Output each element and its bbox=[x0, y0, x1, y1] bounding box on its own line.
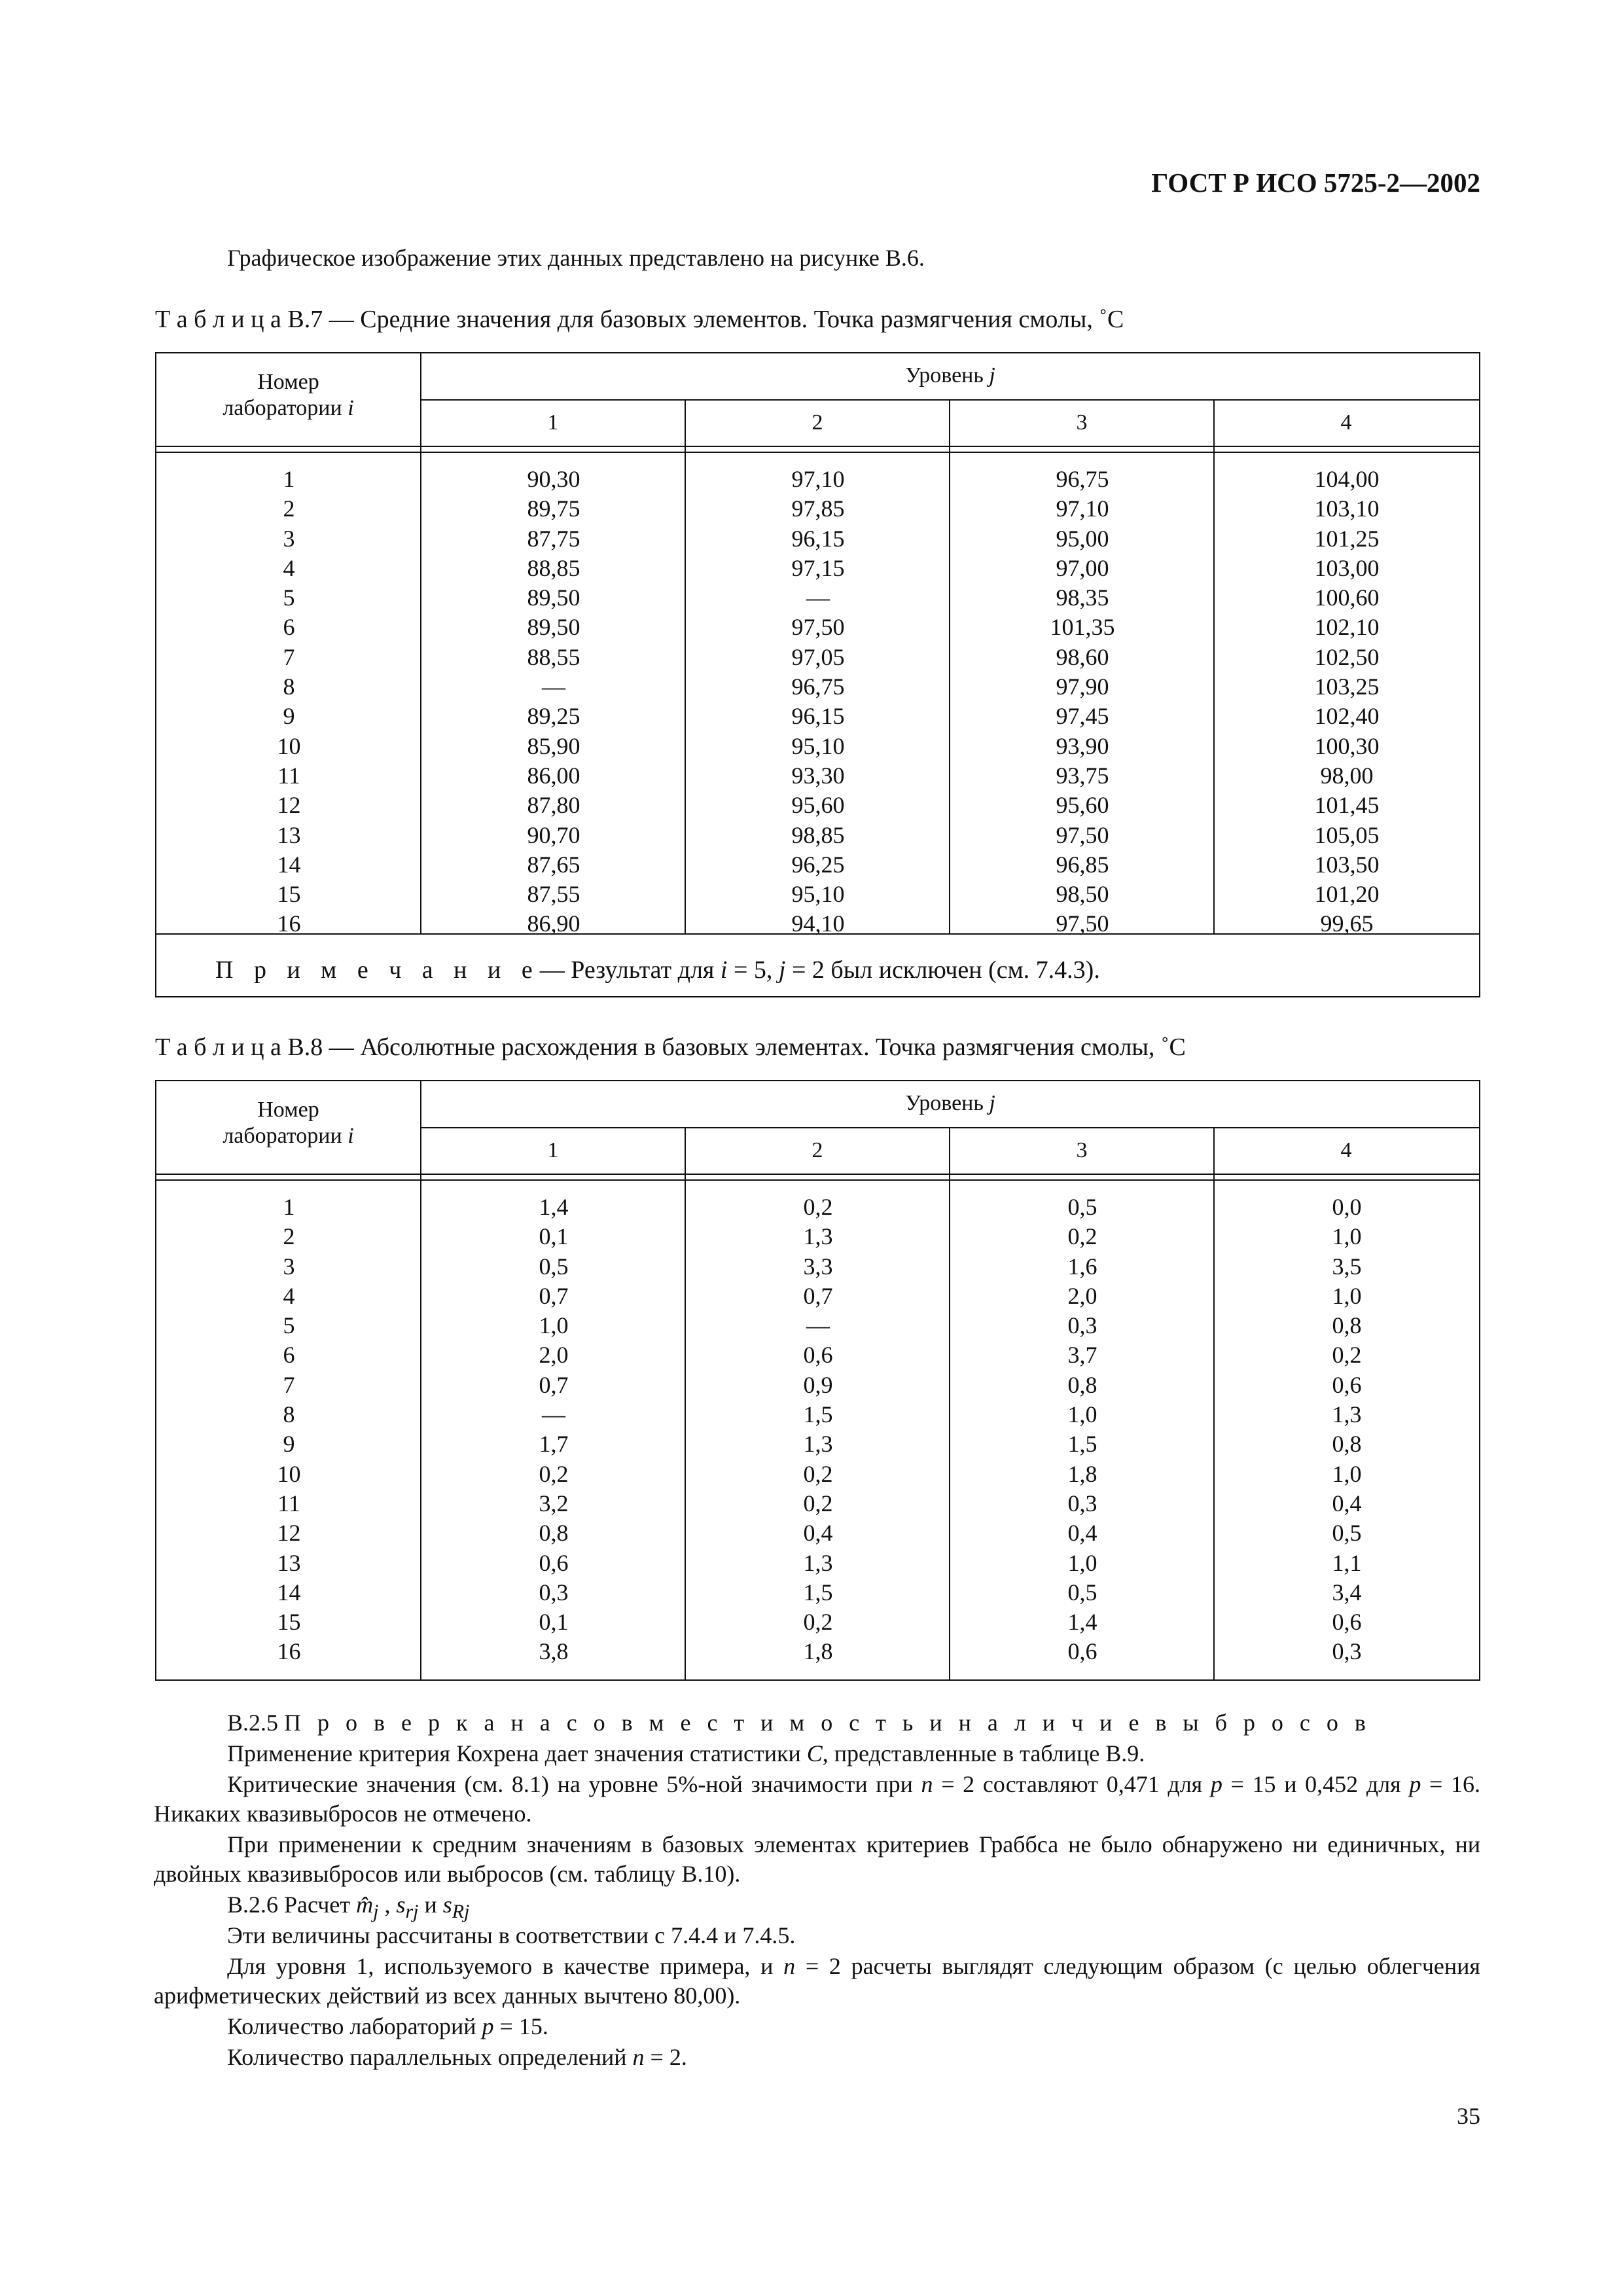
table-cell: 10 bbox=[277, 732, 301, 759]
table-cell: 99,65 bbox=[1320, 910, 1374, 937]
table-cell: 88,55 bbox=[527, 643, 580, 670]
table7-level-header: Уровень j bbox=[905, 363, 995, 387]
table-cell: 102,40 bbox=[1314, 703, 1380, 730]
table-cell: 4 bbox=[283, 554, 295, 581]
table-cell: 1,3 bbox=[803, 1431, 833, 1458]
table-cell: 96,15 bbox=[791, 703, 845, 730]
table-cell: 100,30 bbox=[1314, 732, 1380, 759]
table-cell: 1,4 bbox=[1067, 1609, 1097, 1636]
table-cell: 1,8 bbox=[803, 1638, 833, 1665]
table8-lab-column bbox=[156, 1193, 421, 1667]
table-cell: 13 bbox=[277, 1549, 301, 1576]
table7-divider bbox=[420, 399, 1480, 401]
table-cell: 0,3 bbox=[539, 1579, 569, 1605]
table-cell: 97,10 bbox=[1056, 495, 1109, 522]
table-cell: 1 bbox=[283, 466, 295, 492]
table8-level-col-header: 4 bbox=[1340, 1138, 1352, 1162]
table-cell: 97,50 bbox=[1056, 821, 1109, 848]
table7-caption bbox=[155, 305, 1124, 334]
table-cell: 14 bbox=[277, 851, 301, 878]
table8-caption-text: В.8 — Абсолютные расхождения в базовых элементах. Точка размягчения смолы, ˚С bbox=[287, 1033, 1186, 1061]
table-cell: 0,3 bbox=[1067, 1490, 1097, 1516]
table-cell: 2 bbox=[283, 1223, 295, 1250]
table7-note: П р и м е ч а н и е— Результат для i = 5, j = 2 был исключен (см. 7.4.3). bbox=[215, 956, 1100, 984]
table-cell: 95,60 bbox=[791, 792, 845, 819]
section-b25-paragraph-2: Критические значения (см. 8.1) на уровне 5%-ной значимости при n = 2 составляют 0,471 для p = 15 и 0,452 для p = 16. Никаких квазивыбросов не отмечено. bbox=[154, 1771, 1480, 1827]
table-cell: 1,5 bbox=[1067, 1431, 1097, 1458]
table-cell: 95,00 bbox=[1056, 525, 1109, 552]
table-cell: — bbox=[542, 1401, 565, 1428]
table-cell: 89,75 bbox=[527, 495, 580, 522]
table8-caption bbox=[155, 1033, 1186, 1062]
table-cell: 0,1 bbox=[539, 1609, 569, 1636]
table8-lab-header: Номер лаборатории i bbox=[223, 1098, 354, 1148]
table-cell: 0,9 bbox=[803, 1371, 833, 1398]
section-b25-paragraph-3: При применении к средним значениям в базовых элементах критериев Граббса не было обнаружено ни единичных, ни двойных квазивыбросов или выбросов (см. таблицу В.10). bbox=[154, 1831, 1480, 1887]
table8-level4-column bbox=[1215, 1193, 1479, 1667]
table-cell: 90,70 bbox=[527, 821, 580, 848]
table-cell: 1,8 bbox=[1067, 1460, 1097, 1487]
table-cell: 97,15 bbox=[791, 554, 845, 581]
table-cell: 9 bbox=[283, 703, 295, 730]
table-cell: 0,7 bbox=[539, 1282, 569, 1309]
table-cell: 101,20 bbox=[1314, 881, 1380, 908]
table-cell: 13 bbox=[277, 821, 301, 848]
table-cell: 105,05 bbox=[1314, 821, 1380, 848]
table-cell: 3,3 bbox=[803, 1253, 833, 1280]
table-cell: 1,0 bbox=[1332, 1282, 1362, 1309]
table-cell: 96,85 bbox=[1056, 851, 1109, 878]
table-cell: 103,25 bbox=[1314, 673, 1380, 700]
table-cell: 101,25 bbox=[1314, 525, 1380, 552]
table-cell: 1 bbox=[283, 1194, 295, 1220]
table-cell: 1,7 bbox=[539, 1431, 569, 1458]
table-cell: 97,00 bbox=[1056, 554, 1109, 581]
table-cell: 101,45 bbox=[1314, 792, 1380, 819]
table7-caption-text: В.7 — Средние значения для базовых элементов. Точка размягчения смолы, ˚С bbox=[287, 306, 1124, 333]
table-cell: 0,6 bbox=[539, 1549, 569, 1576]
section-b26-paragraph-4: Количество параллельных определений n = 2. bbox=[227, 2044, 687, 2070]
table-cell: 1,5 bbox=[803, 1579, 833, 1605]
table-cell: 95,60 bbox=[1056, 792, 1109, 819]
table-cell: 90,30 bbox=[527, 466, 580, 492]
table-cell: 86,00 bbox=[527, 762, 580, 789]
section-b26-heading: В.2.6 Расчет $m̂_j$ , $s_{rj}$ и $s_{Rj}$ bbox=[227, 1892, 470, 1923]
page-number: 35 bbox=[1457, 2103, 1480, 2129]
table-cell: 0,2 bbox=[803, 1609, 833, 1636]
table-cell: 7 bbox=[283, 643, 295, 670]
table-cell: 97,50 bbox=[791, 614, 845, 641]
table-cell: 3,8 bbox=[539, 1638, 569, 1665]
table-cell: 6 bbox=[283, 614, 295, 641]
table-cell: 89,25 bbox=[527, 703, 580, 730]
table-cell: 0,6 bbox=[1332, 1609, 1362, 1636]
table-cell: 12 bbox=[277, 792, 301, 819]
table7-divider bbox=[156, 446, 1479, 447]
table-cell: 1,3 bbox=[1332, 1401, 1362, 1428]
table7-level2-column bbox=[686, 465, 950, 939]
table-cell: 16 bbox=[277, 910, 301, 937]
table-cell: 101,35 bbox=[1050, 614, 1115, 641]
table-cell: 5 bbox=[283, 584, 295, 611]
table-cell: 0,4 bbox=[1067, 1520, 1097, 1547]
table-cell: 6 bbox=[283, 1342, 295, 1369]
table7-level1-column bbox=[421, 465, 686, 939]
table-cell: 98,60 bbox=[1056, 643, 1109, 670]
table-cell: 98,35 bbox=[1056, 584, 1109, 611]
table-cell: 9 bbox=[283, 1431, 295, 1458]
table7-level-col-header: 2 bbox=[812, 410, 823, 435]
table8-caption-label: Т а б л и ц а bbox=[155, 1033, 281, 1061]
table-cell: 100,60 bbox=[1314, 584, 1380, 611]
table-cell: 0,8 bbox=[1332, 1312, 1362, 1339]
table-cell: 0,6 bbox=[1067, 1638, 1097, 1665]
table-cell: 16 bbox=[277, 1638, 301, 1665]
table-cell: 97,50 bbox=[1056, 910, 1109, 937]
table-cell: 96,75 bbox=[1056, 466, 1109, 492]
table8-divider bbox=[420, 1127, 1480, 1128]
table-cell: 97,85 bbox=[791, 495, 845, 522]
table-cell: 1,6 bbox=[1067, 1253, 1097, 1280]
table-cell: 0,4 bbox=[1332, 1490, 1362, 1516]
table-cell: 1,0 bbox=[1332, 1460, 1362, 1487]
table-cell: 3,5 bbox=[1332, 1253, 1362, 1280]
table-cell: 3,2 bbox=[539, 1490, 569, 1516]
table-cell: 1,3 bbox=[803, 1549, 833, 1576]
table7-lab-header: Номер лаборатории i bbox=[223, 370, 354, 420]
table-cell: 4 bbox=[283, 1282, 295, 1309]
table-cell: 0,0 bbox=[1332, 1194, 1362, 1220]
intro-paragraph: Графическое изображение этих данных представлено на рисунке В.6. bbox=[227, 245, 925, 271]
table7-level3-column bbox=[950, 465, 1215, 939]
table-cell: 2 bbox=[283, 495, 295, 522]
table-cell: 12 bbox=[277, 1520, 301, 1547]
table7-lab-column bbox=[156, 465, 421, 939]
table-cell: 97,45 bbox=[1056, 703, 1109, 730]
table-cell: 97,10 bbox=[791, 466, 845, 492]
table-cell: 0,5 bbox=[1067, 1579, 1097, 1605]
section-b26-paragraph-3: Количество лабораторий p = 15. bbox=[227, 2013, 548, 2039]
table-cell: 0,2 bbox=[1067, 1223, 1097, 1250]
table-cell: 98,00 bbox=[1320, 762, 1374, 789]
table8-level-header: Уровень j bbox=[905, 1091, 995, 1115]
section-b26-paragraph-1: Эти величины рассчитаны в соответствии с 7.4.4 и 7.4.5. bbox=[227, 1922, 796, 1948]
table-cell: 0,2 bbox=[803, 1490, 833, 1516]
table-cell: 98,50 bbox=[1056, 881, 1109, 908]
table7 bbox=[155, 352, 1480, 997]
table-cell: 0,8 bbox=[1332, 1431, 1362, 1458]
table8-level1-column bbox=[421, 1193, 686, 1667]
table-cell: 97,05 bbox=[791, 643, 845, 670]
table-cell: 1,3 bbox=[803, 1223, 833, 1250]
table7-caption-label: Т а б л и ц а bbox=[155, 306, 281, 333]
table-cell: 1,0 bbox=[539, 1312, 569, 1339]
table-cell: 97,90 bbox=[1056, 673, 1109, 700]
table-cell: 3,7 bbox=[1067, 1342, 1097, 1369]
table-cell: 89,50 bbox=[527, 614, 580, 641]
table-cell: 93,75 bbox=[1056, 762, 1109, 789]
table8-level-col-header: 3 bbox=[1076, 1138, 1088, 1162]
table-cell: 87,80 bbox=[527, 792, 580, 819]
table-cell: 2,0 bbox=[539, 1342, 569, 1369]
table-cell: 88,85 bbox=[527, 554, 580, 581]
table-cell: 96,25 bbox=[791, 851, 845, 878]
table-cell: 94,10 bbox=[791, 910, 845, 937]
table-cell: 98,85 bbox=[791, 821, 845, 848]
table8-level-col-header: 2 bbox=[812, 1138, 823, 1162]
table-cell: 95,10 bbox=[791, 881, 845, 908]
table8-level3-column bbox=[950, 1193, 1215, 1667]
table-cell: 2,0 bbox=[1067, 1282, 1097, 1309]
table-cell: 102,10 bbox=[1314, 614, 1380, 641]
table8 bbox=[155, 1080, 1480, 1681]
table7-level4-column bbox=[1215, 465, 1479, 939]
section-b25-paragraph-1: Применение критерия Кохрена дает значения статистики C, представленные в таблице В.9. bbox=[227, 1740, 1145, 1767]
table7-level-col-header: 1 bbox=[547, 410, 559, 435]
table-cell: 93,30 bbox=[791, 762, 845, 789]
table-cell: 8 bbox=[283, 1401, 295, 1428]
table-cell: 0,1 bbox=[539, 1223, 569, 1250]
table-cell: 0,8 bbox=[539, 1520, 569, 1547]
table-cell: 86,90 bbox=[527, 910, 580, 937]
section-b26-paragraph-2: Для уровня 1, используемого в качестве примера, и n = 2 расчеты выглядят следующим образом (с целью облегчения арифметических действий из всех данных вычтено 80,00). bbox=[154, 1953, 1480, 2009]
table8-divider bbox=[156, 1174, 1479, 1175]
table-cell: 14 bbox=[277, 1579, 301, 1605]
table-cell: 1,0 bbox=[1067, 1401, 1097, 1428]
table-cell: 0,5 bbox=[1067, 1194, 1097, 1220]
table-cell: 0,2 bbox=[539, 1460, 569, 1487]
document-standard-header: ГОСТ Р ИСО 5725-2—2002 bbox=[1151, 168, 1480, 198]
table-cell: 15 bbox=[277, 1609, 301, 1636]
table-cell: 5 bbox=[283, 1312, 295, 1339]
table-cell: 102,50 bbox=[1314, 643, 1380, 670]
table-cell: 11 bbox=[277, 1490, 300, 1516]
table7-divider bbox=[156, 452, 1479, 453]
table-cell: 1,1 bbox=[1332, 1549, 1362, 1576]
table-cell: 3 bbox=[283, 525, 295, 552]
table-cell: 103,50 bbox=[1314, 851, 1380, 878]
table-cell: 103,00 bbox=[1314, 554, 1380, 581]
table-cell: 0,7 bbox=[539, 1371, 569, 1398]
table-cell: 7 bbox=[283, 1371, 295, 1398]
table-cell: 0,2 bbox=[803, 1194, 833, 1220]
table-cell: — bbox=[806, 1312, 830, 1339]
table-cell: 10 bbox=[277, 1460, 301, 1487]
table-cell: 15 bbox=[277, 881, 301, 908]
table-cell: 3,4 bbox=[1332, 1579, 1362, 1605]
table-cell: 1,4 bbox=[539, 1194, 569, 1220]
table-cell: 0,8 bbox=[1067, 1371, 1097, 1398]
table-cell: — bbox=[542, 673, 565, 700]
table8-level2-column bbox=[686, 1193, 950, 1667]
table-cell: — bbox=[806, 584, 830, 611]
table-cell: 0,3 bbox=[1332, 1638, 1362, 1665]
table-cell: 8 bbox=[283, 673, 295, 700]
table-cell: 104,00 bbox=[1314, 466, 1380, 492]
table-cell: 3 bbox=[283, 1253, 295, 1280]
table-cell: 96,15 bbox=[791, 525, 845, 552]
table-cell: 0,2 bbox=[803, 1460, 833, 1487]
table-cell: 11 bbox=[277, 762, 300, 789]
table8-level-col-header: 1 bbox=[547, 1138, 559, 1162]
table-cell: 0,6 bbox=[1332, 1371, 1362, 1398]
section-b25-heading: В.2.5 П р о в е р к а н а с о в м е с т и м о с т ь и н а л и ч и е в ы б р о с о в bbox=[227, 1710, 1371, 1736]
table-cell: 87,75 bbox=[527, 525, 580, 552]
table8-divider bbox=[156, 1179, 1479, 1181]
table7-level-col-header: 4 bbox=[1340, 410, 1352, 435]
table-cell: 87,55 bbox=[527, 881, 580, 908]
table-cell: 85,90 bbox=[527, 732, 580, 759]
table-cell: 0,2 bbox=[1332, 1342, 1362, 1369]
table7-level-col-header: 3 bbox=[1076, 410, 1088, 435]
table-cell: 0,7 bbox=[803, 1282, 833, 1309]
table-cell: 0,6 bbox=[803, 1342, 833, 1369]
table-cell: 95,10 bbox=[791, 732, 845, 759]
table-cell: 0,5 bbox=[1332, 1520, 1362, 1547]
table-cell: 1,5 bbox=[803, 1401, 833, 1428]
table-cell: 1,0 bbox=[1067, 1549, 1097, 1576]
table-cell: 0,5 bbox=[539, 1253, 569, 1280]
table-cell: 0,3 bbox=[1067, 1312, 1097, 1339]
table-cell: 93,90 bbox=[1056, 732, 1109, 759]
table-cell: 0,4 bbox=[803, 1520, 833, 1547]
table-cell: 87,65 bbox=[527, 851, 580, 878]
table-cell: 1,0 bbox=[1332, 1223, 1362, 1250]
table-cell: 103,10 bbox=[1314, 495, 1380, 522]
table-cell: 89,50 bbox=[527, 584, 580, 611]
table-cell: 96,75 bbox=[791, 673, 845, 700]
